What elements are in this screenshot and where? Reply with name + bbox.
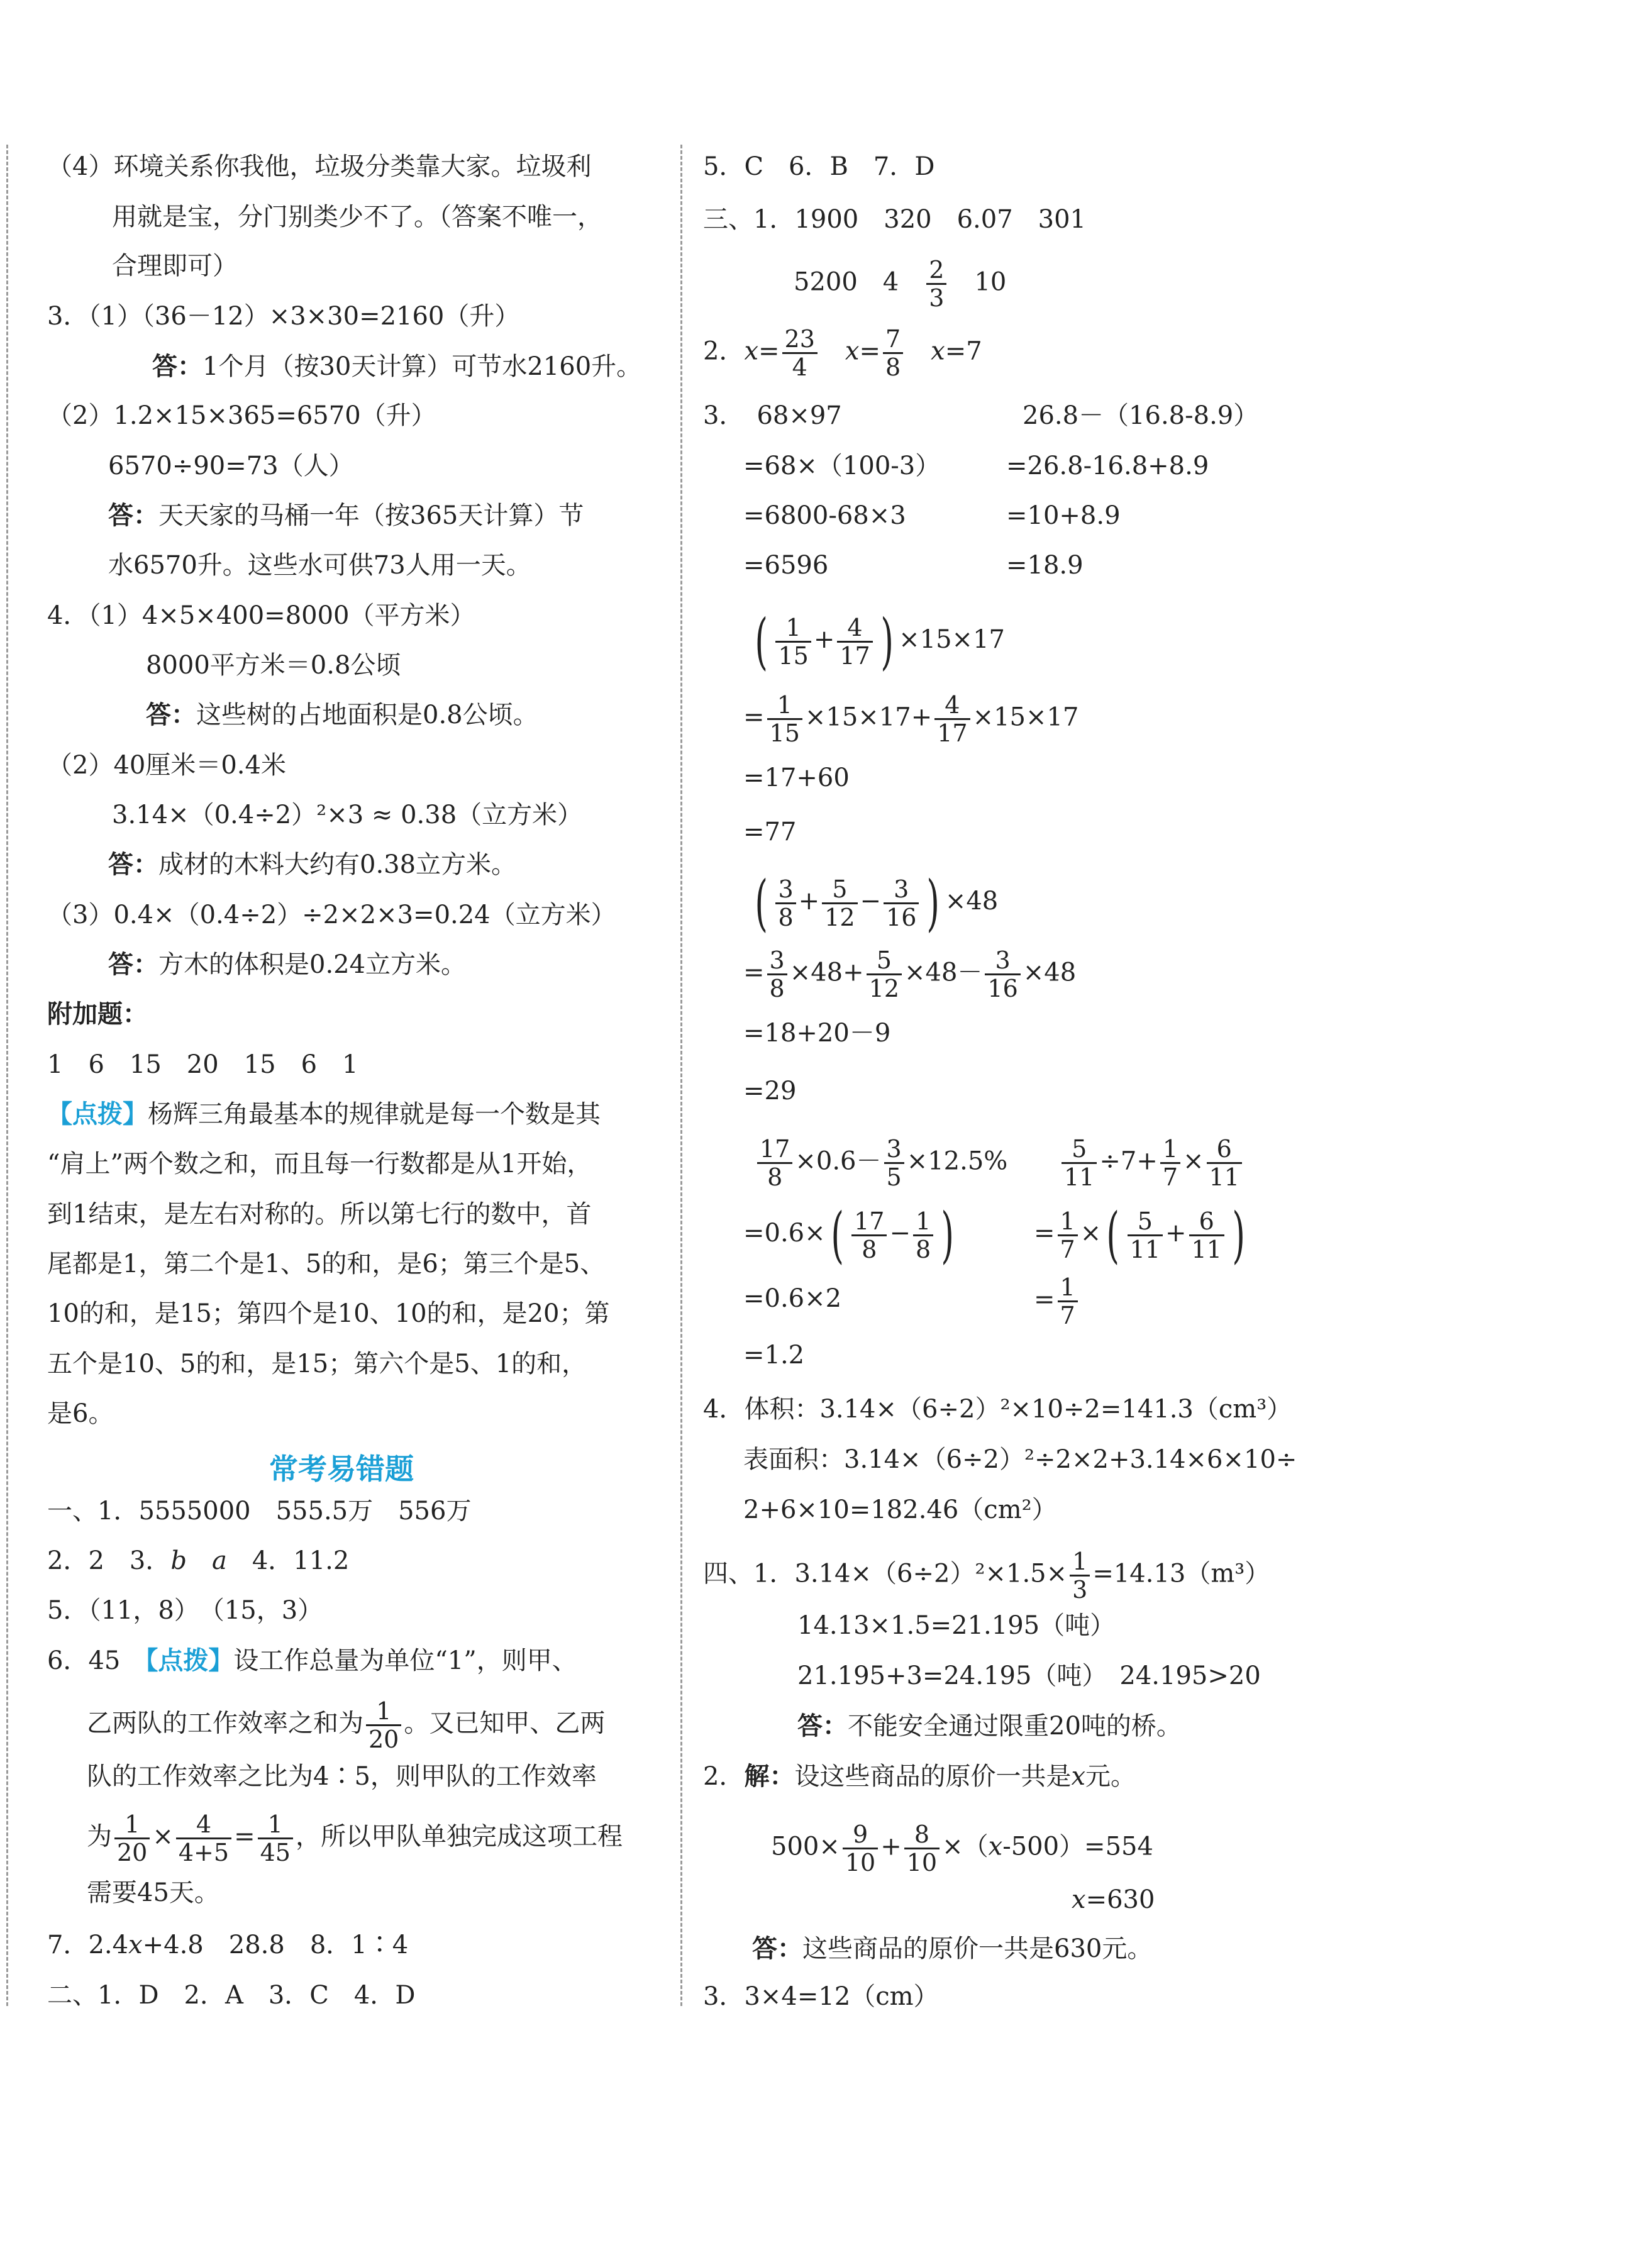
equation-line: = $\frac{1}{15}$ ×15×17+ $\frac{4}{17}$ ×15×17 [743,691,1079,747]
text-seg: ×48 [1023,958,1077,987]
text-line: =6596 [743,551,829,580]
text-line: （2）40厘米＝0.4米 [47,751,286,780]
text-line: 5．（11，8） （15，3） [47,1596,323,1625]
text-seg: 2．2 3． [47,1546,171,1575]
text-line: 三、1．1900 320 6.07 301 [703,205,1087,234]
text-seg: -500）=554 [1002,1832,1153,1861]
answer-line [108,949,466,980]
text-seg: ×48+ [789,958,864,987]
text-line: 3． 68×97 [703,401,842,430]
text-line: （2）1.2×15×365=6570（升） [47,401,436,430]
text-seg: ×15×17 [899,625,1005,654]
text-seg: =0.6× [743,1219,826,1248]
equation-line: ( $\frac{3}{8}$ + $\frac{5}{12}$ − $\frac{3}{16}$ ) ×48 [755,868,999,938]
text-seg: =630 [1085,1885,1155,1914]
text-line: =10+8.9 [1006,501,1121,530]
text-seg: 5200 4 [794,267,899,297]
text-seg: ×15×17 [972,702,1079,732]
fraction: $\frac{1}{15}$ [767,692,802,746]
text-line: =6800-68×3 [743,501,906,530]
fraction: $\frac{17}{8}$ [757,1136,792,1190]
text-seg: 10 [974,267,1007,297]
text-line: =1.2 [743,1341,805,1370]
text-line: （4）环境关系你我他，垃圾分类靠大家。垃圾利 [47,152,592,181]
answer-label: 答： [797,1712,848,1741]
text-line: 10的和，是15；第四个是10、10的和，是20；第 [47,1299,610,1328]
text-seg: × [1080,1219,1102,1248]
text-seg: ×48－ [904,958,983,987]
fraction: $\frac{1}{7}$ [1160,1136,1180,1190]
text-line: “肩上”两个数之和，而且每一行数都是从1开始， [47,1150,592,1178]
var-x: x [744,336,759,366]
fraction: $\frac{1}{15}$ [775,614,811,669]
text-line: 表面积：3.14×（6÷2）²÷2×2+3.14×6×10÷ [743,1445,1297,1474]
answer-text: 1个月（按30天计算）可节水2160升。 [202,352,642,381]
answer-line [152,351,641,382]
equation-line [1059,1136,1245,1190]
tip-line [47,1645,577,1676]
text-line: 4．（1）4×5×400=8000（平方米） [47,601,475,630]
answer-text: 天天家的马桶一年（按365天计算）节 [158,501,584,530]
left-margin-rule [6,145,8,2006]
var-x: x [128,1931,143,1959]
text-line: 为 $\frac{1}{20}$ × $\frac{4}{4+5}$ = $\frac{1}{45}$ ，所以甲队单独完成这项工程 [87,1810,623,1866]
var-x: x [1072,1885,1086,1914]
fraction: $\frac{5}{12}$ [822,876,857,931]
text-line: 2．x= $\frac{23}{4}$ x= $\frac{7}{8}$ x=7 [703,325,982,381]
fraction: $\frac{1}{20}$ [114,1811,150,1866]
text-line: 需要45天。 [87,1878,219,1907]
text-seg: ，所以甲队单独完成这项工程 [295,1822,623,1851]
text-line: 8000平方米＝0.8公顷 [146,651,401,680]
text-line: 二、1．D 2．A 3．C 4．D [47,1981,416,2010]
fraction: $\frac{6}{11}$ [1189,1208,1224,1263]
text-seg: 元。 [1085,1762,1136,1791]
var-x: x [845,336,860,366]
tip-label: 【点拨】 [145,1646,234,1675]
text-line: =0.6×2 [743,1284,842,1313]
fraction: $\frac{9}{10}$ [843,1821,878,1876]
var-x: x [988,1832,1003,1861]
text-line [1072,1884,1155,1915]
text-line [47,1929,408,1961]
var-b: b [170,1546,187,1575]
text-line: 到1结束，是左右对称的。所以第七行的数中，首 [47,1200,592,1229]
section-heading: 常考易错题 [269,1452,414,1486]
text-seg: 乙两队的工作效率之和为 [87,1709,363,1738]
text-line: =68×（100-3） [743,452,941,480]
text-seg: =14.13（m³） [1092,1559,1270,1588]
answer-line [797,1710,1182,1742]
equation-line [703,1548,1270,1603]
text-line: 3．（1）（36－12）×3×30=2160（升） [47,302,520,331]
text-seg: = [1034,1219,1055,1248]
text-line: 14.13×1.5=21.195（吨） [797,1611,1116,1640]
text-line: =77 [743,817,797,846]
equation-line: 500× $\frac{9}{10}$ + $\frac{8}{10}$ ×（x-500）=554 [771,1821,1153,1876]
fraction: $\frac{8}{10}$ [904,1821,940,1876]
text-seg: 四、1．3.14×（6÷2）²×1.5× [703,1559,1068,1588]
text-seg: =7 [945,336,982,366]
text-line: 用就是宝，分门别类少不了。（答案不唯一， [112,202,602,231]
text-line: 水6570升。这些水可供73人用一天。 [108,551,531,580]
text-line: 6570÷90=73（人） [108,452,354,480]
text-seg: 设这些商品的原价一共是 [794,1762,1072,1791]
fraction: $\frac{2}{3}$ [926,257,946,311]
var-x: x [1071,1762,1086,1791]
fraction: $\frac{4}{4+5}$ [176,1811,231,1866]
text-line: 21.195+3=24.195（吨） 24.195>20 [797,1661,1261,1690]
fraction: $\frac{4}{17}$ [934,692,970,746]
fraction: $\frac{3}{5}$ [884,1136,904,1190]
text-line: =18+20－9 [743,1019,891,1048]
tip-text: 杨辉三角最基本的规律就是每一个数是其 [148,1100,601,1129]
text-seg: ×48 [945,887,999,916]
text-seg: 为 [87,1822,112,1851]
text-line: 1 6 15 20 15 6 1 [47,1050,358,1079]
text-line: 是6。 [47,1399,114,1428]
text-seg: 2． [703,1762,745,1791]
text-line: 五个是10、5的和，是15；第六个是5、1的和， [47,1349,587,1378]
fraction: $\frac{1}{20}$ [366,1698,401,1753]
center-divider-rule [680,145,682,2006]
equation-line: = $\frac{3}{8}$ ×48+ $\frac{5}{12}$ ×48－ $\frac{3}{16}$ ×48 [743,946,1077,1002]
text-line: 3．3×4=12（cm） [703,1982,939,2011]
fraction: $\frac{3}{8}$ [775,876,796,931]
text-seg: 设工作总量为单位“1”，则甲、 [233,1646,577,1675]
solution-label: 解： [744,1762,795,1791]
text-seg: +4.8 28.8 8．1∶4 [142,1931,409,1959]
fraction: $\frac{3}{16}$ [985,947,1020,1002]
text-seg: 。又已知甲、乙两 [404,1709,606,1738]
text-line: =29 [743,1077,797,1106]
var-x: x [931,336,945,366]
answer-label: 答： [752,1934,802,1963]
equation-line [1034,1274,1080,1329]
equation-line: ( $\frac{1}{15}$ + $\frac{4}{17}$ ) ×15×17 [755,606,1005,677]
text-seg: ×15×17+ [804,702,933,732]
equation-line [755,1136,1007,1190]
fraction: $\frac{4}{17}$ [837,614,872,669]
bonus-heading: 附加题： [47,1000,148,1029]
text-line: =17+60 [743,763,850,792]
text-seg: ÷7+ [1099,1146,1158,1176]
text-seg: 4．11.2 [252,1546,350,1575]
answer-text: 成材的木料大约有0.38立方米。 [158,850,517,879]
equation-line: =0.6×( $\frac{17}{8}$ − $\frac{1}{8}$ ) [743,1200,955,1270]
text-line: 5．C 6．B 7．D [703,152,935,181]
answer-text: 不能安全通过限重20吨的桥。 [848,1712,1182,1741]
text-seg: = [1034,1285,1055,1314]
text-seg: × [1183,1146,1204,1176]
answer-line [108,500,584,531]
answer-label: 答： [108,950,158,979]
fraction: $\frac{3}{16}$ [884,876,919,931]
answer-line [146,699,538,731]
text-line [87,1698,605,1753]
fraction: $\frac{5}{11}$ [1062,1136,1097,1190]
text-seg: 6．45 [47,1646,146,1675]
text-line: 3.14×（0.4÷2）²×3 ≈ 0.38（立方米） [112,801,583,829]
text-line [794,257,1006,311]
answer-label: 答： [146,701,196,729]
text-seg: ×0.6－ [795,1146,882,1176]
fraction: $\frac{1}{8}$ [913,1208,933,1263]
fraction: $\frac{1}{45}$ [258,1811,293,1866]
text-line: 队的工作效率之比为4∶5，则甲队的工作效率 [87,1762,597,1791]
fraction: $\frac{1}{7}$ [1058,1208,1078,1263]
text-line: 4．体积：3.14×（6÷2）²×10÷2=141.3（cm³） [703,1395,1292,1424]
text-seg: 2． [703,336,745,366]
answer-text: 这些树的占地面积是0.8公顷。 [196,701,538,729]
answer-label: 答： [108,501,158,530]
answer-text: 这些商品的原价一共是630元。 [802,1934,1153,1963]
answer-line [108,849,516,880]
text-line [47,1545,349,1577]
text-line: （3）0.4×（0.4÷2）÷2×2×3=0.24（立方米） [47,901,616,929]
fraction: $\frac{23}{4}$ [782,326,818,380]
answer-label: 答： [152,352,202,381]
text-line: 一、1．5555000 555.5万 556万 [47,1497,472,1526]
text-line: 26.8－（16.8-8.9） [1023,401,1259,430]
text-seg: 500× [771,1832,840,1861]
text-line: 合理即可） [112,252,238,280]
fraction: $\frac{7}{8}$ [883,326,903,380]
text-line: =26.8-16.8+8.9 [1006,452,1209,480]
fraction: $\frac{3}{8}$ [767,947,787,1002]
fraction: $\frac{5}{12}$ [867,947,902,1002]
tip-line [47,1099,601,1130]
answer-text: 方木的体积是0.24立方米。 [158,950,467,979]
equation-line: = $\frac{1}{7}$ ×( $\frac{5}{11}$ + $\frac{6}{11}$ ) [1034,1200,1245,1270]
text-seg: ×12.5% [906,1146,1008,1176]
text-line: 2+6×10=182.46（cm²） [743,1495,1057,1524]
text-line [703,1761,1136,1792]
var-a: a [211,1546,227,1575]
fraction: $\frac{1}{3}$ [1070,1548,1090,1603]
answer-label: 答： [108,850,158,879]
text-line: 尾都是1，第二个是1、5的和，是6；第三个是5、 [47,1250,606,1278]
fraction: $\frac{6}{11}$ [1207,1136,1242,1190]
answer-line [752,1933,1152,1965]
text-line: =18.9 [1006,551,1084,580]
fraction: $\frac{1}{7}$ [1058,1274,1078,1329]
fraction: $\frac{5}{11}$ [1128,1208,1163,1263]
text-seg: 7．2.4 [47,1931,129,1959]
tip-label: 【点拨】 [47,1099,148,1129]
fraction: $\frac{17}{8}$ [851,1208,887,1263]
text-seg: ×（ [942,1832,989,1861]
